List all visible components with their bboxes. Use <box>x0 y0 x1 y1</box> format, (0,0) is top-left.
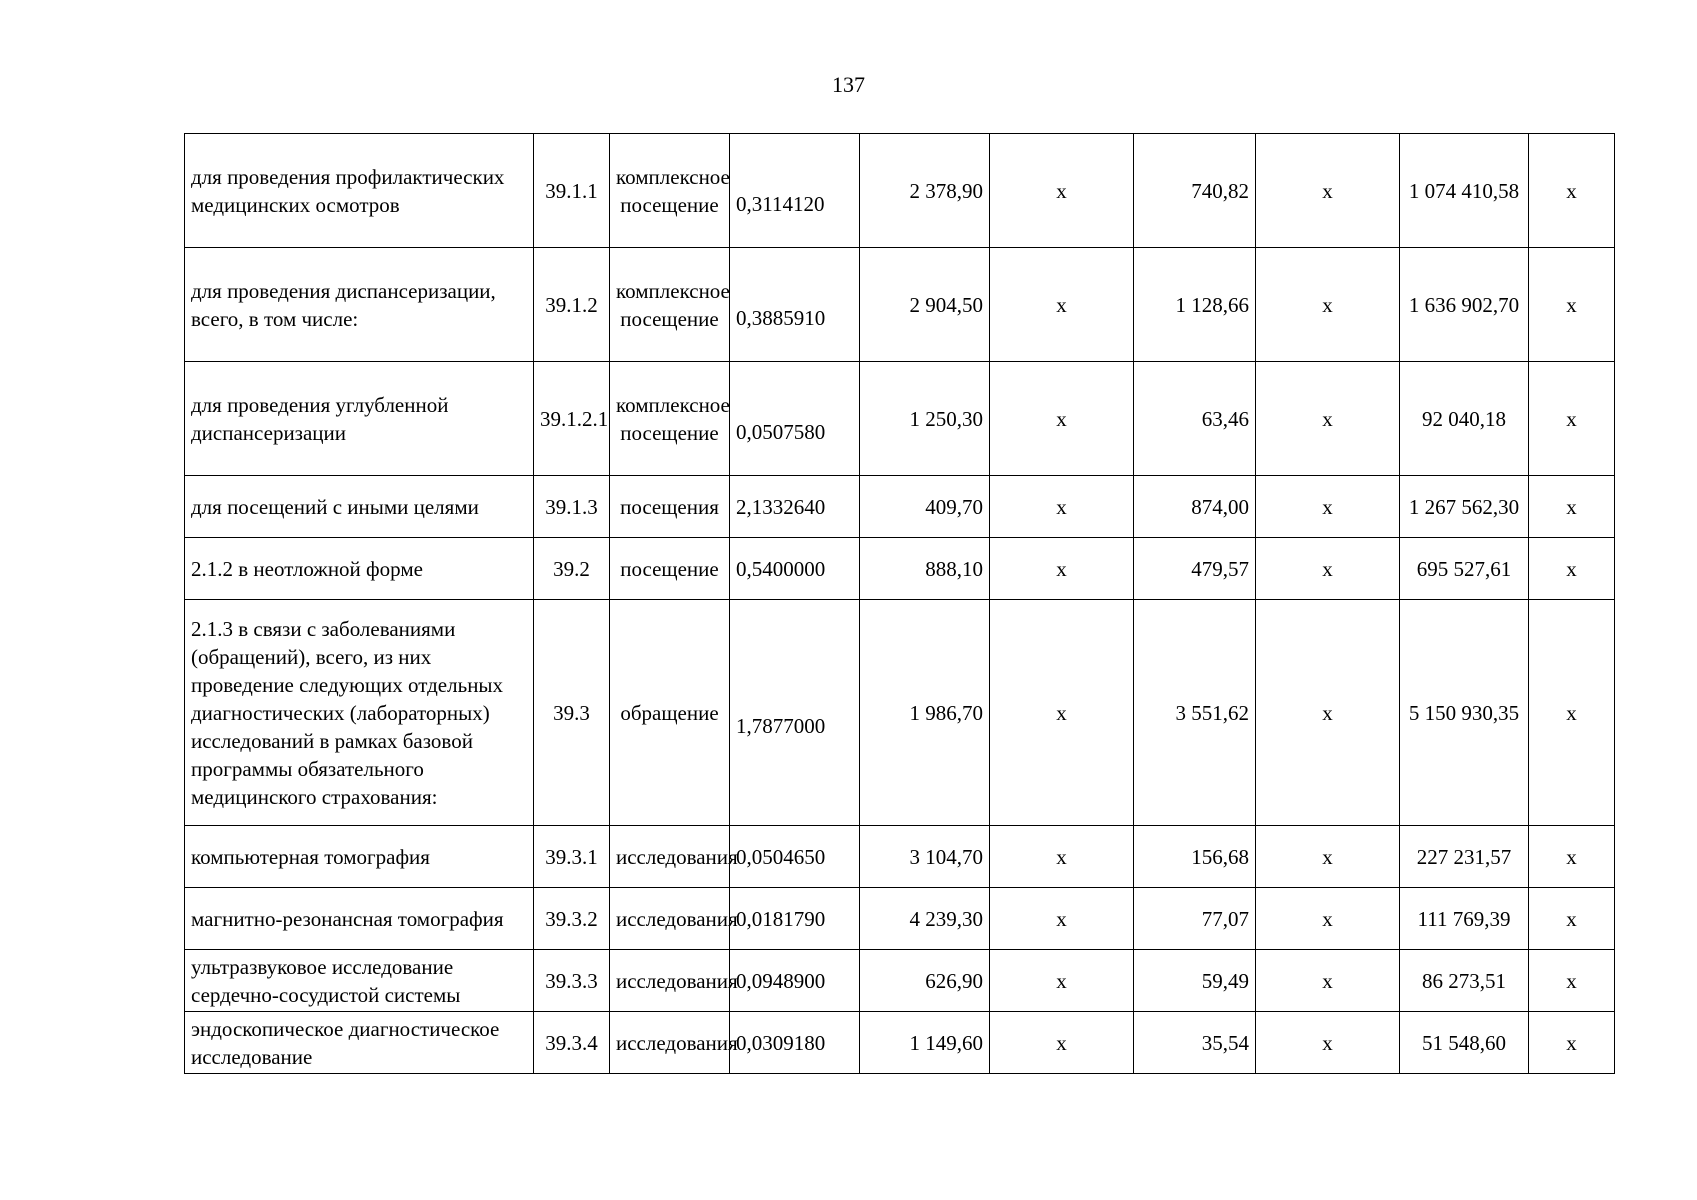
cell-line-number: 39.1.2 <box>534 248 610 362</box>
cell-x: х <box>990 248 1134 362</box>
cell-name: ультразвуковое исследование сердечно-сосудистой системы <box>185 950 534 1012</box>
table-row <box>185 538 1615 600</box>
cell-x: х <box>990 476 1134 538</box>
cell-unit: исследования <box>610 888 730 950</box>
cell-unit: исследования <box>610 1012 730 1074</box>
data-table <box>184 133 1615 1074</box>
cell-unit: комплексное посещение <box>610 248 730 362</box>
cell-name: эндоскопическое диагностическое исследование <box>185 1012 534 1074</box>
cell-cost: 888,10 <box>860 538 990 600</box>
cell-norm: 0,0504650 <box>730 826 860 888</box>
cell-x: х <box>1529 600 1615 826</box>
cell-name: компьютерная томография <box>185 826 534 888</box>
cell-x: х <box>990 1012 1134 1074</box>
cell-unit: обращение <box>610 600 730 826</box>
cell-x: х <box>1529 1012 1615 1074</box>
cell-x: х <box>1256 600 1400 826</box>
cell-per-capita: 874,00 <box>1134 476 1256 538</box>
cell-x: х <box>1529 826 1615 888</box>
cell-x: х <box>1529 134 1615 248</box>
cell-x: х <box>990 888 1134 950</box>
cell-cost: 626,90 <box>860 950 990 1012</box>
cell-line-number: 39.2 <box>534 538 610 600</box>
cell-x: х <box>1529 362 1615 476</box>
cell-line-number: 39.3.2 <box>534 888 610 950</box>
page-number: 137 <box>832 72 865 97</box>
cell-unit: исследования <box>610 826 730 888</box>
cell-norm: 0,0507580 <box>730 362 860 476</box>
cell-line-number: 39.1.1 <box>534 134 610 248</box>
cell-norm: 0,0181790 <box>730 888 860 950</box>
cell-total: 5 150 930,35 <box>1400 600 1529 826</box>
cell-x: х <box>1256 476 1400 538</box>
cell-cost: 3 104,70 <box>860 826 990 888</box>
cell-unit: комплексное посещение <box>610 134 730 248</box>
cell-cost: 4 239,30 <box>860 888 990 950</box>
cell-cost: 1 250,30 <box>860 362 990 476</box>
cell-x: х <box>1256 888 1400 950</box>
cell-x: х <box>990 826 1134 888</box>
cell-x: х <box>990 538 1134 600</box>
cell-line-number: 39.3.3 <box>534 950 610 1012</box>
cell-unit: исследования <box>610 950 730 1012</box>
cell-x: х <box>1529 248 1615 362</box>
cell-name: 2.1.3 в связи с заболеваниями (обращений), всего, из них проведение следующих отдельных диагностических (лабораторных) исследований в рамках базовой программы обязательного медицинского страхования: <box>185 600 534 826</box>
cell-name: магнитно-резонансная томография <box>185 888 534 950</box>
table-row <box>185 600 1615 826</box>
cell-per-capita: 59,49 <box>1134 950 1256 1012</box>
cell-total: 1 074 410,58 <box>1400 134 1529 248</box>
table-row <box>185 476 1615 538</box>
cell-per-capita: 1 128,66 <box>1134 248 1256 362</box>
cell-per-capita: 77,07 <box>1134 888 1256 950</box>
cell-total: 1 267 562,30 <box>1400 476 1529 538</box>
cell-per-capita: 35,54 <box>1134 1012 1256 1074</box>
cell-total: 92 040,18 <box>1400 362 1529 476</box>
cell-unit: комплексное посещение <box>610 362 730 476</box>
cell-total: 227 231,57 <box>1400 826 1529 888</box>
cell-line-number: 39.3.1 <box>534 826 610 888</box>
cell-line-number: 39.3.4 <box>534 1012 610 1074</box>
cell-unit: посещения <box>610 476 730 538</box>
cell-x: х <box>990 600 1134 826</box>
cell-x: х <box>1529 476 1615 538</box>
cell-norm: 0,0309180 <box>730 1012 860 1074</box>
cell-x: х <box>1256 826 1400 888</box>
table-row <box>185 1012 1615 1074</box>
cell-total: 51 548,60 <box>1400 1012 1529 1074</box>
cell-x: х <box>1256 950 1400 1012</box>
table-row <box>185 888 1615 950</box>
table-row <box>185 950 1615 1012</box>
cell-name: для проведения углубленной диспансеризации <box>185 362 534 476</box>
table-row <box>185 826 1615 888</box>
cell-per-capita: 63,46 <box>1134 362 1256 476</box>
cell-x: х <box>990 362 1134 476</box>
cell-cost: 409,70 <box>860 476 990 538</box>
cell-unit: посещение <box>610 538 730 600</box>
table-row <box>185 248 1615 362</box>
cell-norm: 0,0948900 <box>730 950 860 1012</box>
cell-name: для посещений с иными целями <box>185 476 534 538</box>
cell-cost: 1 149,60 <box>860 1012 990 1074</box>
cell-name: 2.1.2 в неотложной форме <box>185 538 534 600</box>
cell-cost: 2 904,50 <box>860 248 990 362</box>
cell-x: х <box>1256 538 1400 600</box>
cell-total: 1 636 902,70 <box>1400 248 1529 362</box>
cell-norm: 0,5400000 <box>730 538 860 600</box>
cell-x: х <box>990 950 1134 1012</box>
cell-total: 695 527,61 <box>1400 538 1529 600</box>
cell-x: х <box>1529 888 1615 950</box>
cell-x: х <box>1529 538 1615 600</box>
table-row <box>185 134 1615 248</box>
cell-cost: 1 986,70 <box>860 600 990 826</box>
cell-norm: 0,3114120 <box>730 134 860 248</box>
cell-total: 86 273,51 <box>1400 950 1529 1012</box>
cell-line-number: 39.3 <box>534 600 610 826</box>
cell-x: х <box>1256 362 1400 476</box>
cell-cost: 2 378,90 <box>860 134 990 248</box>
cell-x: х <box>1529 950 1615 1012</box>
cell-x: х <box>1256 134 1400 248</box>
cell-x: х <box>1256 248 1400 362</box>
cell-name: для проведения диспансеризации, всего, в том числе: <box>185 248 534 362</box>
cell-x: х <box>1256 1012 1400 1074</box>
cell-per-capita: 3 551,62 <box>1134 600 1256 826</box>
cell-norm: 1,7877000 <box>730 600 860 826</box>
cell-per-capita: 479,57 <box>1134 538 1256 600</box>
cell-line-number: 39.1.3 <box>534 476 610 538</box>
cell-total: 111 769,39 <box>1400 888 1529 950</box>
cell-per-capita: 740,82 <box>1134 134 1256 248</box>
table-row <box>185 362 1615 476</box>
cell-x: х <box>990 134 1134 248</box>
cell-per-capita: 156,68 <box>1134 826 1256 888</box>
cell-line-number: 39.1.2.1 <box>534 362 610 476</box>
cell-name: для проведения профилактических медицинских осмотров <box>185 134 534 248</box>
cell-norm: 0,3885910 <box>730 248 860 362</box>
cell-norm: 2,1332640 <box>730 476 860 538</box>
